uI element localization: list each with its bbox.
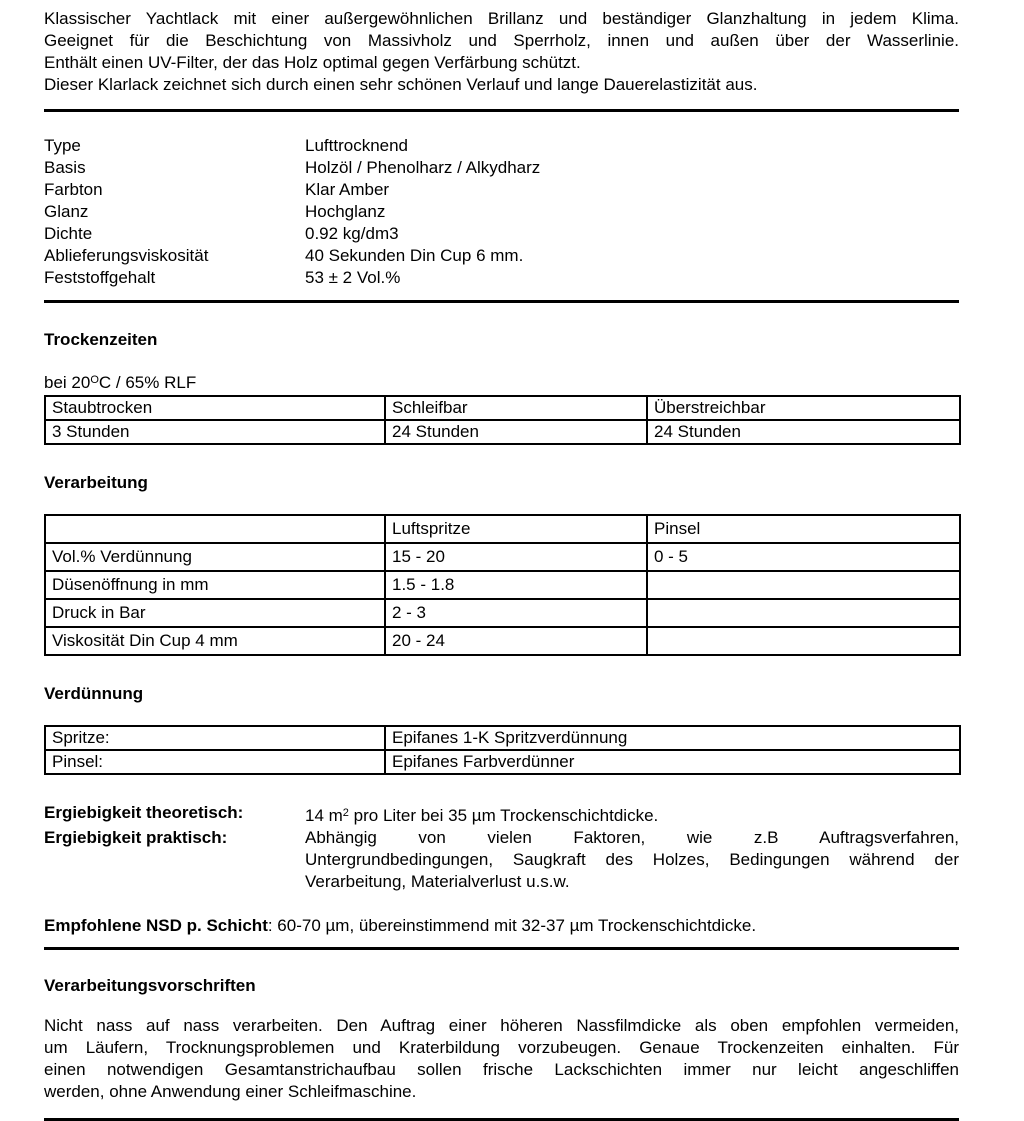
condition-superscript: O [90, 374, 99, 386]
table-row [45, 627, 960, 655]
drying-condition [44, 369, 959, 394]
drying-header-cell: Staubtrocken [45, 396, 385, 420]
coverage-block [44, 802, 959, 893]
processing-value-cell [647, 599, 960, 627]
section-heading-trockenzeiten: Trockenzeiten [44, 330, 158, 349]
intro-line: Enthält einen UV-Filter, der das Holz optimal gegen Verfärbung schützt. [44, 53, 581, 72]
intro-line: Klassischer Yachtlack mit einer außergewöhnlichen Brillanz und beständiger Glanzhaltung in jedem Klima. [44, 9, 959, 28]
condition-prefix: bei 20 [44, 373, 91, 392]
processing-value-cell: 15 - 20 [385, 543, 647, 571]
intro-line: Geeignet für die Beschichtung von Massivholz und Sperrholz, innen und außen über der Wasserlinie. [44, 31, 959, 50]
table-row [45, 420, 960, 444]
instructions-line: werden, ohne Anwendung einer Schleifmaschine. [44, 1082, 417, 1101]
thinning-label-cell: Spritze: [45, 726, 385, 750]
drying-value-cell: 24 Stunden [385, 420, 647, 444]
processing-label-cell: Druck in Bar [45, 599, 385, 627]
condition-suffix: C / 65% RLF [98, 373, 197, 392]
nsd-label: Empfohlene NSD p. Schicht [44, 916, 268, 935]
section-heading-verduennung: Verdünnung [44, 684, 144, 703]
coverage-practical-value [305, 827, 959, 893]
coverage-practical-line: Verarbeitung, Materialverlust u.s.w. [305, 872, 570, 891]
processing-table [44, 514, 961, 656]
horizontal-rule [44, 300, 959, 303]
coverage-practical-line: Abhängig von vielen Faktoren, wie z.B Auftragsverfahren, [305, 828, 959, 847]
processing-value-cell: 0 - 5 [647, 543, 960, 571]
horizontal-rule [44, 109, 959, 112]
spec-label: Glanz [44, 202, 89, 221]
table-row [45, 515, 960, 543]
processing-header-cell [45, 515, 385, 543]
thinning-value-cell: Epifanes 1-K Spritzverdünnung [385, 726, 960, 750]
section-heading-vorschriften: Verarbeitungsvorschriften [44, 976, 256, 995]
spec-label: Farbton [44, 180, 103, 199]
thinning-value-cell: Epifanes Farbverdünner [385, 750, 960, 774]
coverage-superscript: 2 [342, 807, 349, 819]
instructions-line: um Läufern, Trocknungsproblemen und Kraterbildung vorzubeugen. Genaue Trockenzeiten einhalten. Für [44, 1038, 959, 1057]
spec-value: 0.92 kg/dm3 [305, 224, 399, 243]
processing-value-cell [647, 571, 960, 599]
spec-label: Dichte [44, 224, 93, 243]
thinning-table [44, 725, 961, 775]
spec-value: Holzöl / Phenolharz / Alkydharz [305, 158, 541, 177]
coverage-value-suffix: pro Liter bei 35 µm Trockenschichtdicke. [348, 806, 659, 825]
spec-label: Feststoffgehalt [44, 268, 156, 287]
drying-header-cell: Überstreichbar [647, 396, 960, 420]
processing-value-cell [647, 627, 960, 655]
horizontal-rule [44, 947, 959, 950]
coverage-theoretical-value [305, 802, 959, 827]
processing-value-cell: 2 - 3 [385, 599, 647, 627]
spec-label: Ablieferungsviskosität [44, 246, 209, 265]
coverage-practical-label: Ergiebigkeit praktisch: [44, 828, 228, 847]
spec-list [44, 135, 959, 289]
coverage-value-prefix: 14 m [305, 806, 343, 825]
instructions-line: Nicht nass auf nass verarbeiten. Den Auftrag einer höheren Nassfilmdicke als oben empfohlen vermeiden, [44, 1016, 959, 1035]
coverage-theoretical-label: Ergiebigkeit theoretisch: [44, 803, 244, 822]
spec-value: Hochglanz [305, 202, 386, 221]
drying-value-cell: 24 Stunden [647, 420, 960, 444]
drying-header-cell: Schleifbar [385, 396, 647, 420]
section-heading-verarbeitung: Verarbeitung [44, 473, 148, 492]
spec-label: Basis [44, 158, 86, 177]
spec-value: Lufttrocknend [305, 136, 409, 155]
processing-value-cell: 1.5 - 1.8 [385, 571, 647, 599]
drying-times-table [44, 395, 961, 445]
processing-value-cell: 20 - 24 [385, 627, 647, 655]
spec-value: 40 Sekunden Din Cup 6 mm. [305, 246, 524, 265]
drying-value-cell: 3 Stunden [45, 420, 385, 444]
coverage-practical-line: Untergrundbedingungen, Saugkraft des Holzes, Bedingungen während der [305, 850, 959, 869]
nsd-line [44, 915, 959, 937]
instructions-paragraph [44, 1015, 959, 1103]
intro-line: Dieser Klarlack zeichnet sich durch einen sehr schönen Verlauf und lange Dauerelastizität aus. [44, 75, 758, 94]
table-row [45, 571, 960, 599]
processing-header-cell: Luftspritze [385, 515, 647, 543]
processing-label-cell: Vol.% Verdünnung [45, 543, 385, 571]
processing-label-cell: Düsenöffnung in mm [45, 571, 385, 599]
table-row [45, 726, 960, 750]
table-row [45, 543, 960, 571]
nsd-value: : 60-70 µm, übereinstimmend mit 32-37 µm Trockenschichtdicke. [267, 916, 757, 935]
processing-header-cell: Pinsel [647, 515, 960, 543]
intro-paragraph [44, 8, 959, 96]
table-row [45, 599, 960, 627]
spec-label: Type [44, 136, 81, 155]
table-row [45, 750, 960, 774]
processing-label-cell: Viskosität Din Cup 4 mm [45, 627, 385, 655]
table-row [45, 396, 960, 420]
instructions-line: einen notwendigen Gesamtanstrichaufbau sollen frische Lackschichten immer nur leicht angeschliffen [44, 1060, 959, 1079]
spec-value: Klar Amber [305, 180, 390, 199]
spec-value: 53 ± 2 Vol.% [305, 268, 401, 287]
thinning-label-cell: Pinsel: [45, 750, 385, 774]
